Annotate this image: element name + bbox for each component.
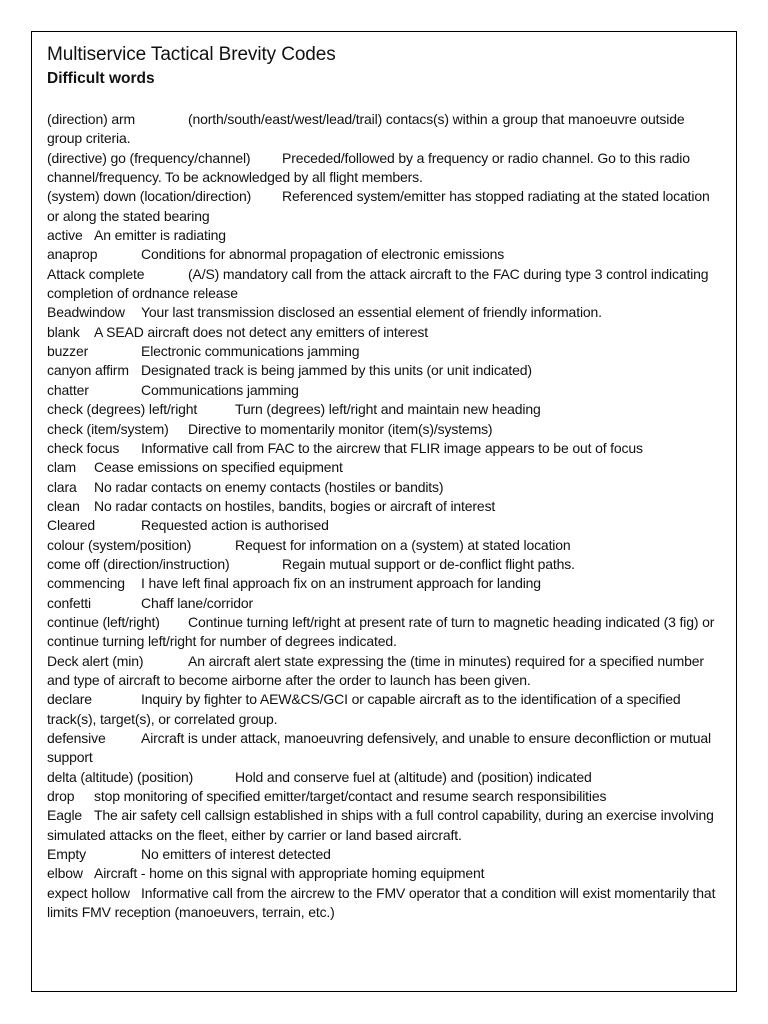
- entry-term: expect hollow: [47, 884, 130, 901]
- entry-term: defensive: [47, 730, 106, 746]
- entry-term: check focus: [47, 439, 120, 456]
- entry-term: Empty: [47, 846, 86, 863]
- entry-definition: Chaff lane/corridor: [141, 594, 254, 611]
- glossary-entry: [47, 497, 723, 516]
- entry-term: colour (system/position): [47, 536, 192, 553]
- glossary-entry: [47, 458, 723, 477]
- glossary-entry: [47, 420, 723, 439]
- entry-term: drop: [47, 788, 75, 805]
- entry-term: Eagle: [47, 807, 83, 824]
- entry-definition: Continue turning left/right at present rate of turn to magnetic heading indicated (3 fig) or continue turning left/right for number of degrees indicated.: [47, 613, 715, 650]
- glossary-entry: [47, 845, 723, 864]
- entry-term: buzzer: [47, 343, 89, 360]
- entry-definition: Preceded/followed by a frequency or radio channel. Go to this radio channel/frequency. To be acknowledged by all flight members.: [47, 149, 690, 186]
- entry-term: (system) down (location/direction): [47, 188, 252, 205]
- glossary-entry: [47, 864, 723, 883]
- entry-definition: stop monitoring of specified emitter/target/contact and resume search responsibilities: [94, 788, 607, 805]
- entry-term: commencing: [47, 575, 125, 592]
- glossary-entry: [47, 149, 723, 188]
- glossary-entry: [47, 516, 723, 535]
- glossary-entry: [47, 323, 723, 342]
- entry-term: Beadwindow: [47, 304, 125, 321]
- glossary-entry: [47, 787, 723, 806]
- entry-term: Cleared: [47, 517, 95, 534]
- glossary-entry: [47, 381, 723, 400]
- glossary-entry: [47, 478, 723, 497]
- glossary-entry: [47, 574, 723, 593]
- document-subtitle: Difficult words: [47, 70, 155, 87]
- entry-term: confetti: [47, 594, 91, 611]
- entry-term: delta (altitude) (position): [47, 768, 194, 785]
- entry-term: check (item/system): [47, 420, 169, 437]
- entry-definition: No emitters of interest detected: [141, 846, 331, 863]
- glossary-entry: [47, 613, 723, 652]
- entry-definition: (north/south/east/west/lead/trail) contacs(s) within a group that manoeuvre outside group criteria.: [47, 111, 685, 147]
- entry-definition: Requested action is authorised: [141, 517, 329, 534]
- glossary-entry: [47, 342, 723, 361]
- document-title: Multiservice Tactical Brevity Codes: [47, 44, 336, 65]
- entry-term: (directive) go (frequency/channel): [47, 149, 251, 166]
- glossary-entry: [47, 110, 723, 149]
- entry-definition: (A/S) mandatory call from the attack aircraft to the FAC during type 3 control indicating completion of ordnance release: [47, 265, 709, 302]
- entry-definition: Electronic communications jamming: [141, 343, 360, 360]
- entry-definition: An aircraft alert state expressing the (time in minutes) required for a specified number and type of aircraft to become airborne after the order to launch has been given.: [47, 652, 704, 688]
- entry-definition: No radar contacts on enemy contacts (hostiles or bandits): [94, 478, 444, 495]
- entry-definition: Hold and conserve fuel at (altitude) and (position) indicated: [235, 768, 592, 785]
- entry-definition: Informative call from the aircrew to the FMV operator that a condition will exist momentarily that limits FMV reception (manoeuvers, terrain, etc.): [47, 884, 716, 921]
- glossary-entry: [47, 729, 723, 768]
- entry-definition: The air safety cell callsign established in ships with a full control capability, during an exercise involving simulated attacks on the fleet, either by carrier or land based aircraft.: [47, 807, 714, 843]
- glossary-entry: [47, 768, 723, 787]
- glossary-entry: [47, 806, 723, 845]
- entry-term: Attack complete: [47, 265, 145, 282]
- entry-definition: I have left final approach fix on an instrument approach for landing: [141, 575, 541, 592]
- entry-term: (direction) arm: [47, 111, 135, 127]
- glossary-entry: [47, 536, 723, 555]
- entry-definition: Your last transmission disclosed an essential element of friendly information.: [141, 304, 602, 321]
- entry-definition: Directive to momentarily monitor (item(s)/systems): [188, 420, 493, 437]
- entry-definition: Request for information on a (system) at stated location: [235, 536, 571, 553]
- entry-term: elbow: [47, 865, 83, 882]
- entry-definition: Regain mutual support or de-conflict flight paths.: [282, 555, 575, 572]
- entry-term: clam: [47, 459, 76, 476]
- entry-definition: Aircraft - home on this signal with appropriate homing equipment: [94, 865, 485, 882]
- glossary-list: [47, 110, 723, 922]
- glossary-entry: [47, 884, 723, 923]
- entry-definition: Communications jamming: [141, 381, 299, 398]
- entry-term: blank: [47, 323, 80, 340]
- entry-definition: Cease emissions on specified equipment: [94, 459, 343, 476]
- glossary-entry: [47, 690, 723, 729]
- entry-term: check (degrees) left/right: [47, 401, 198, 418]
- glossary-entry: [47, 187, 723, 226]
- glossary-entry: [47, 303, 723, 322]
- entry-term: come off (direction/instruction): [47, 555, 230, 572]
- entry-term: active: [47, 227, 83, 244]
- glossary-entry: [47, 265, 723, 304]
- entry-term: Deck alert (min): [47, 652, 144, 669]
- entry-definition: Conditions for abnormal propagation of electronic emissions: [141, 246, 505, 263]
- glossary-entry: [47, 652, 723, 691]
- glossary-entry: [47, 226, 723, 245]
- glossary-entry: [47, 594, 723, 613]
- entry-definition: Designated track is being jammed by this units (or unit indicated): [141, 362, 532, 379]
- entry-definition: Turn (degrees) left/right and maintain new heading: [235, 401, 541, 418]
- entry-term: canyon affirm: [47, 362, 129, 379]
- entry-definition: No radar contacts on hostiles, bandits, bogies or aircraft of interest: [94, 497, 496, 514]
- entry-term: chatter: [47, 381, 89, 398]
- entry-term: declare: [47, 691, 92, 708]
- glossary-entry: [47, 555, 723, 574]
- entry-term: clara: [47, 478, 77, 495]
- entry-definition: Referenced system/emitter has stopped radiating at the stated location or along the stated bearing: [47, 188, 710, 224]
- entry-term: continue (left/right): [47, 613, 160, 630]
- entry-term: anaprop: [47, 246, 98, 263]
- glossary-entry: [47, 400, 723, 419]
- entry-definition: A SEAD aircraft does not detect any emitters of interest: [94, 323, 428, 340]
- entry-definition: Aircraft is under attack, manoeuvring defensively, and unable to ensure deconfliction or mutual support: [47, 730, 711, 766]
- entry-definition: Inquiry by fighter to AEW&CS/GCI or capable aircraft as to the identification of a specified track(s), target(s), or correlated group.: [47, 691, 681, 727]
- entry-definition: Informative call from FAC to the aircrew that FLIR image appears to be out of focus: [141, 439, 643, 456]
- entry-term: clean: [47, 497, 80, 514]
- glossary-entry: [47, 245, 723, 264]
- glossary-entry: [47, 361, 723, 380]
- entry-definition: An emitter is radiating: [94, 227, 226, 244]
- glossary-entry: [47, 439, 723, 458]
